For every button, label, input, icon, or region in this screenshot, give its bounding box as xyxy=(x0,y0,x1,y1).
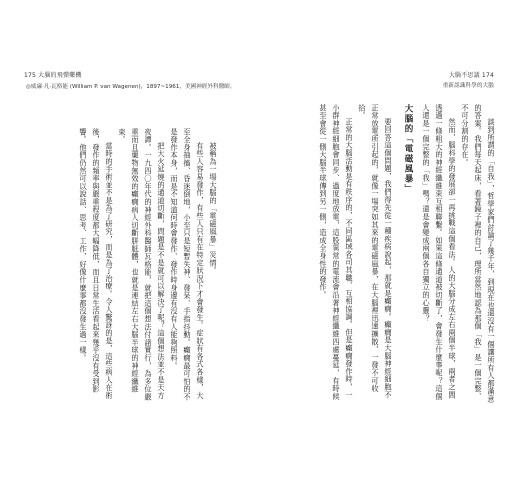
running-head-right xyxy=(443,70,494,89)
figure-caption: ◎威廉·凡·瓦格能 (William P. van Wagenen)，1897~1961，美國神經外科醫師。 xyxy=(26,84,236,90)
paragraph: 被稱為一場大腦的「電磁風暴」災情。 xyxy=(209,142,218,275)
running-head-subtitle: 重新認識科學的大腦 xyxy=(442,83,494,89)
paragraph: 要回答這個問題，我們得先從一種疾病說起，那就是癲癇。癲癇是大腦神經細胞不正常放電所引起的，就像一場突如其來的電磁風暴，在大腦裡迅速擴散，一發不可收拾。 xyxy=(358,104,393,400)
paragraph: 正常的大腦活動是有秩序的，不同區域各司其職、互相協調。但是癲癇發作時，一小群神經細胞會同步、過度地放電，這股異常的電流會沿著神經纖維四處蔓延，有時候甚至會從一側大腦半球傳到另一側，造成全身性的發作。 xyxy=(319,104,354,401)
paragraph: 有些人容易發作，有些人只有在特定狀況下才會發生。症狀有各式各樣，大至全身抽搐、昏迷倒地，小至只是短暫失神、發呆、手指抖動。癲癇最可怕的不是發作本身，而是不知道何時會發作、發作時身邊有沒有人能夠照料。 xyxy=(170,128,205,401)
paragraph: 然而，腦科學的發展卻一再挑戰這個看法。人的大腦分成左右兩個半球，兩者之間透過一條粗大的神經纖維束互相聯繫。如果這條通道被切斷了，會發生什麼事呢？這個人還是一個完整的「我」嗎？還是會變成兩個各自獨立的心靈？ xyxy=(422,104,457,401)
right-page xyxy=(262,58,498,410)
paragraph: 談到所謂的「自我」，哲學家們討論了幾千年，到現在也還沒有一個讓所有人都滿意的答案。我們每天起床，看著鏡子裡的自己，理所當然地認為那個「我」是一個完整、不可分割的存在。 xyxy=(461,104,496,404)
section-heading: 大腦的「電磁風暴」 xyxy=(403,104,413,194)
left-page xyxy=(20,58,256,410)
body-text-left xyxy=(20,128,220,404)
running-head-left: 175 大腦的飛彈藥機 xyxy=(24,72,82,79)
running-head-title: 大腦不思議 174 xyxy=(448,72,494,79)
body-text-right xyxy=(262,104,498,404)
paragraph: 當時的手術並不是為了研究，而是為了治療。令人驚訝的是，這些病人在術後，發作的頻率與嚴重程度都大幅降低，而且日常生活看起來幾乎沒有受到影響。他們仍然可以說話、思考、工作，好像什麼事都沒發生過一樣。 xyxy=(79,128,114,400)
paragraph: 把大火延燒的通道切斷，問題是不是就可以解決了呢？這個想法並不是天方夜譚。一九四〇年代的神經外科醫師瓦格能，就把這個想法付諸實行，為多位嚴重而且藥物無效的癲癇病人切斷胼胝體，也就是連結左右大腦半球的神經纖維束。 xyxy=(118,128,166,401)
